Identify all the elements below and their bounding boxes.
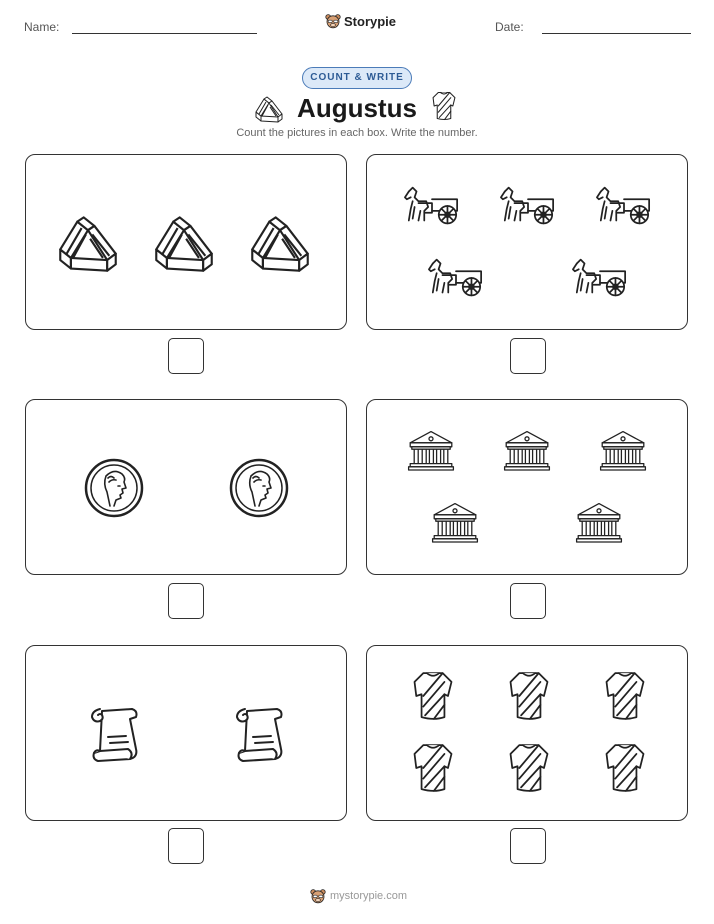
temple-icon: [431, 500, 479, 544]
count-box-coins: [25, 399, 347, 575]
answer-box[interactable]: [168, 828, 204, 864]
chariot-icon: [403, 185, 461, 229]
count-box-togas: [366, 645, 688, 821]
footer-url[interactable]: mystorypie.com: [330, 890, 408, 902]
toga-icon: [507, 740, 551, 796]
toga-icon: [603, 668, 647, 724]
count-box-aqueducts: [25, 154, 347, 330]
aqueduct-icon: [56, 211, 120, 275]
toga-icon: [411, 740, 455, 796]
chariot-icon: [499, 185, 557, 229]
toga-icon: [507, 668, 551, 724]
footer: [310, 888, 407, 904]
answer-box[interactable]: [168, 583, 204, 619]
count-box-chariots: [366, 154, 688, 330]
name-line[interactable]: [72, 33, 257, 34]
activity-badge: COUNT & WRITE: [302, 67, 412, 89]
count-box-temples: [366, 399, 688, 575]
chariot-icon: [571, 257, 629, 301]
answer-box[interactable]: [510, 338, 546, 374]
temple-icon: [503, 428, 551, 472]
answer-box[interactable]: [168, 338, 204, 374]
temple-icon: [599, 428, 647, 472]
scroll-icon: [84, 702, 144, 764]
scroll-icon: [229, 702, 289, 764]
chariot-icon: [427, 257, 485, 301]
toga-icon: [603, 740, 647, 796]
count-box-scrolls: [25, 645, 347, 821]
toga-icon: [411, 668, 455, 724]
bear-logo-icon: [310, 888, 326, 904]
instructions: Count the pictures in each box. Write the number.: [236, 127, 478, 139]
coin-icon: [84, 458, 144, 518]
date-label: Date:: [495, 20, 524, 34]
aqueduct-icon: [248, 211, 312, 275]
name-label: Name:: [24, 20, 60, 34]
aqueduct-icon: [152, 211, 216, 275]
temple-icon: [575, 500, 623, 544]
coin-icon: [229, 458, 289, 518]
brand-logo: [325, 13, 396, 29]
brand-name: Storypie: [344, 13, 397, 29]
chariot-icon: [595, 185, 653, 229]
answer-box[interactable]: [510, 583, 546, 619]
toga-icon: [431, 90, 457, 122]
temple-icon: [407, 428, 455, 472]
page-title: Augustus: [297, 93, 417, 123]
answer-box[interactable]: [510, 828, 546, 864]
bear-logo-icon: [325, 13, 341, 29]
date-line[interactable]: [542, 33, 691, 34]
